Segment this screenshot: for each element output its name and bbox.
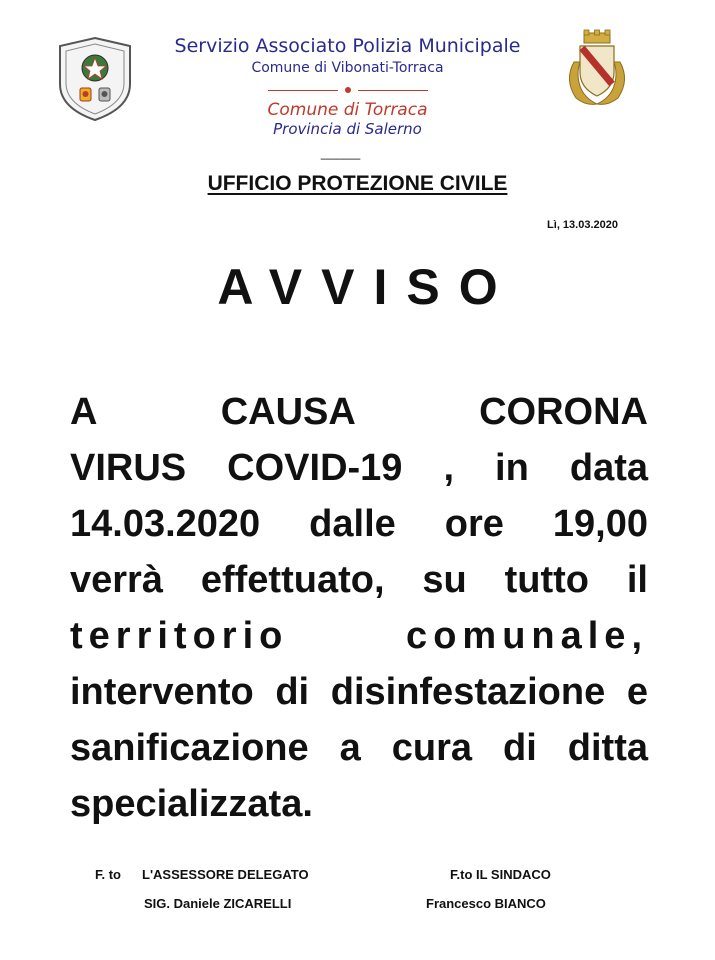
body-line: territorio comunale, — [70, 615, 648, 657]
service-title: Servizio Associato Polizia Municipale — [174, 35, 521, 57]
provincia-name: Provincia di Salerno — [273, 120, 422, 138]
sindaco-name: Francesco BIANCO — [426, 896, 546, 911]
header — [140, 34, 555, 138]
police-emblem-icon — [56, 36, 134, 122]
municipal-crest-icon — [562, 28, 632, 108]
header-dashes: ----------------- — [320, 154, 360, 165]
body-line: VIRUS COVID-19 , in data — [70, 447, 648, 489]
body-line: verrà effettuato, su tutto il — [70, 559, 648, 601]
office-label: UFFICIO PROTEZIONE CIVILE — [207, 172, 508, 195]
service-subtitle: Comune di Vibonati-Torraca — [251, 60, 444, 76]
body-line: sanificazione a cura di ditta — [70, 727, 648, 769]
body-line: A CAUSA CORONA — [70, 391, 648, 433]
comune-name: Comune di Torraca — [267, 100, 428, 120]
assessore-prefix: F. to — [95, 867, 121, 882]
assessore-name: SIG. Daniele ZICARELLI — [144, 896, 292, 911]
office-heading — [0, 172, 715, 196]
notice-title: AVVISO — [217, 259, 517, 315]
header-divider — [268, 86, 428, 96]
assessore-role: L'ASSESSORE DELEGATO — [142, 867, 309, 882]
body-line: intervento di disinfestazione e — [70, 671, 648, 713]
sindaco-role: F.to IL SINDACO — [450, 867, 551, 882]
notice-body — [70, 384, 648, 832]
body-line: 14.03.2020 dalle ore 19,00 — [70, 503, 648, 545]
notice-date: Lì, 13.03.2020 — [547, 219, 618, 231]
body-line: specializzata. — [70, 783, 313, 825]
